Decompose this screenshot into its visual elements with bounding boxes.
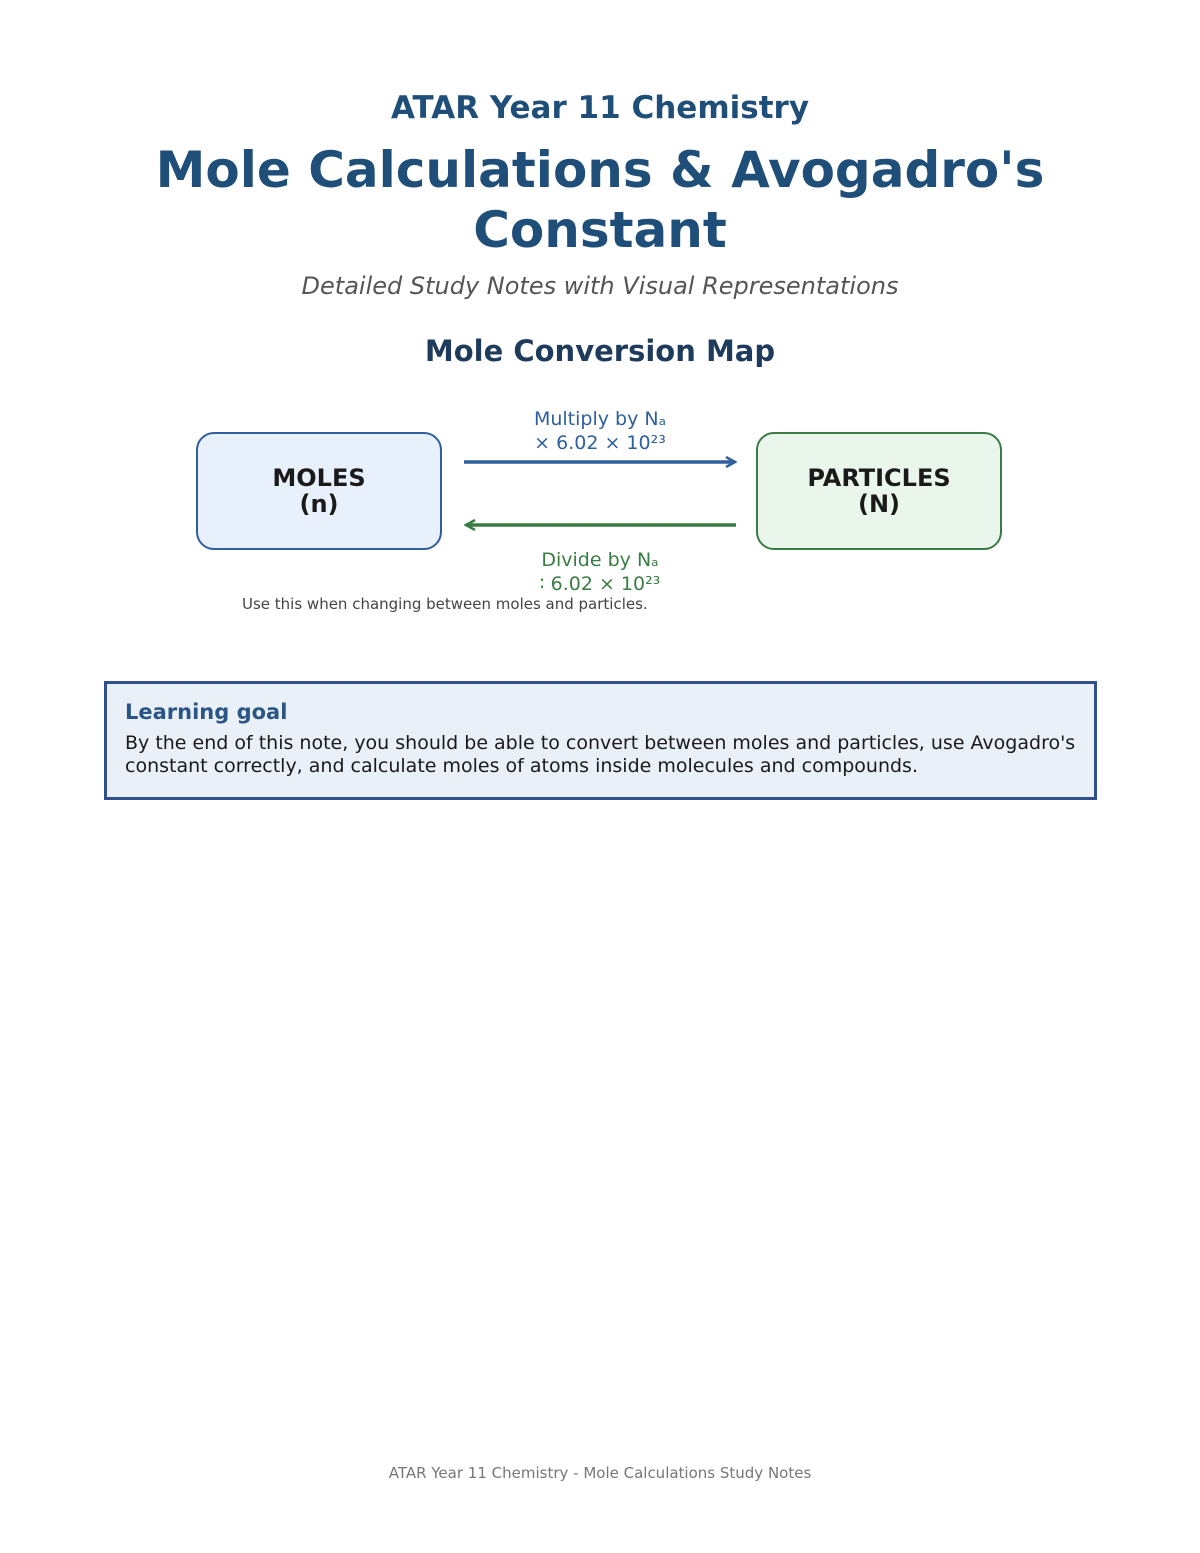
particles-box-symbol: (N) <box>857 490 901 518</box>
forward-arrow-label-line2: × 6.02 × 10²³ <box>534 432 666 454</box>
learning-goal-text: By the end of this note, you should be able to convert between moles and particles, use Avogadro's constant correctly, and calculate moles of atoms inside molecules and compounds. <box>125 732 1076 777</box>
learning-goal-box <box>104 681 1097 800</box>
forward-arrow-label <box>450 407 750 455</box>
backward-arrow-label <box>450 548 750 596</box>
particles-box-label: PARTICLES <box>807 464 951 492</box>
moles-box-label: MOLES <box>272 464 366 492</box>
forward-arrow-label-line1: Multiply by Nₐ <box>533 408 667 430</box>
particles-box <box>756 432 1002 550</box>
conversion-map-caption: Use this when changing between moles and particles. <box>242 595 648 613</box>
backward-arrow-label-line2: ∶ 6.02 × 10²³ <box>539 573 661 595</box>
moles-box-symbol: (n) <box>299 490 339 518</box>
conversion-map-heading: Mole Conversion Map <box>424 334 776 368</box>
backward-arrow-label-line1: Divide by Nₐ <box>541 549 659 571</box>
page-footer: ATAR Year 11 Chemistry - Mole Calculations Study Notes <box>388 1464 812 1482</box>
course-kicker: ATAR Year 11 Chemistry <box>390 90 810 126</box>
page-title: Mole Calculations & Avogadro's Constant <box>155 141 1045 259</box>
page-subtitle: Detailed Study Notes with Visual Representations <box>301 272 899 300</box>
moles-box <box>196 432 442 550</box>
learning-goal-title: Learning goal <box>125 700 288 724</box>
conversion-arrows <box>0 0 1200 640</box>
